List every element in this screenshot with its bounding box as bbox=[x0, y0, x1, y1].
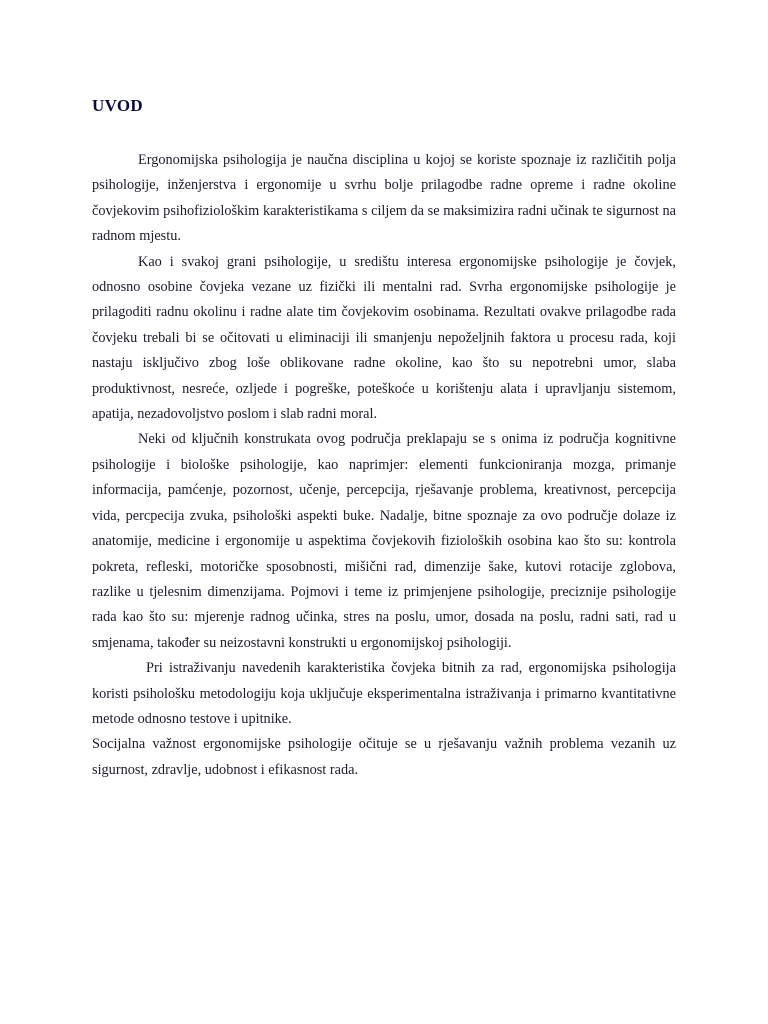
paragraph-purpose: Kao i svakoj grani psihologije, u središtu interesa ergonomijske psihologije je čovjek, odnosno osobine čovjeka vezane uz fizički ili mentalni rad. Svrha ergonomijske psihologije je prilagoditi radnu okolinu i radne alate tim čovjekovim osobinama. Rezultati ovakve prilagodbe rada čovjeku trebali bi se očitovati u eliminaciji ili smanjenju nepoželjnih faktora u procesu rada, koji nastaju isključivo zbog loše oblikovane radne okoline, kao što su nepotrebni umor, slaba produktivnost, nesreće, ozljede i pogreške, poteškoće u korištenju alata i upravljanju sistemom, apatija, nezadovoljstvo poslom i slab radni moral. bbox=[92, 253, 676, 423]
document-body bbox=[92, 148, 676, 783]
paragraph-intro: Ergonomijska psihologija je naučna disciplina u kojoj se koriste spoznaje iz različitih polja psihologije, inženjerstva i ergonomije u svrhu bolje prilagodbe radne opreme i radne okoline čovjekovim psihofiziološkim karakteristikama s ciljem da se maksimizira radni učinak te sigurnost na radnom mjestu. bbox=[92, 152, 676, 245]
paragraph-social-importance: Socijalna važnost ergonomijske psihologije očituje se u rješavanju važnih problema vezanih uz sigurnost, zdravlje, udobnost i efikasnost rada. bbox=[92, 736, 676, 778]
paragraph-constructs: Neki od ključnih konstrukata ovog područja preklapaju se s onima iz područja kognitivne psihologije i biološke psihologije, kao naprimjer: elementi funkcioniranja mozga, primanje informacija, pamćenje, pozornost, učenje, percepcija, rješavanje problema, kreativnost, percepcija vida, percpecija zvuka, psihološki aspekti buke. Nadalje, bitne spoznaje za ovo područje dolaze iz anatomije, medicine i ergonomije u aspektima čovjekovih fizioloških osobina kao što su: kontrola pokreta, refleski, motoričke sposobnosti, mišični rad, dimenzije šake, kutovi rotacije zglobova, razlike u tjelesnim dimenzijama. Pojmovi i teme iz primjenjene psihologije, preciznije psihologije rada kao što su: mjerenje radnog učinka, stres na poslu, umor, dosada na poslu, radni sati, rad u smjenama, također su neizostavni konstrukti u ergonomijskoj psihologiji. bbox=[92, 431, 676, 651]
section-heading: UVOD bbox=[92, 96, 143, 115]
paragraph-methodology: Pri istraživanju navedenih karakteristika čovjeka bitnih za rad, ergonomijska psihologija koristi psihološku metodologiju koja uključuje eksperimentalna istraživanja i primarno kvantitativne metode odnosno testove i upitnike. bbox=[92, 660, 676, 727]
